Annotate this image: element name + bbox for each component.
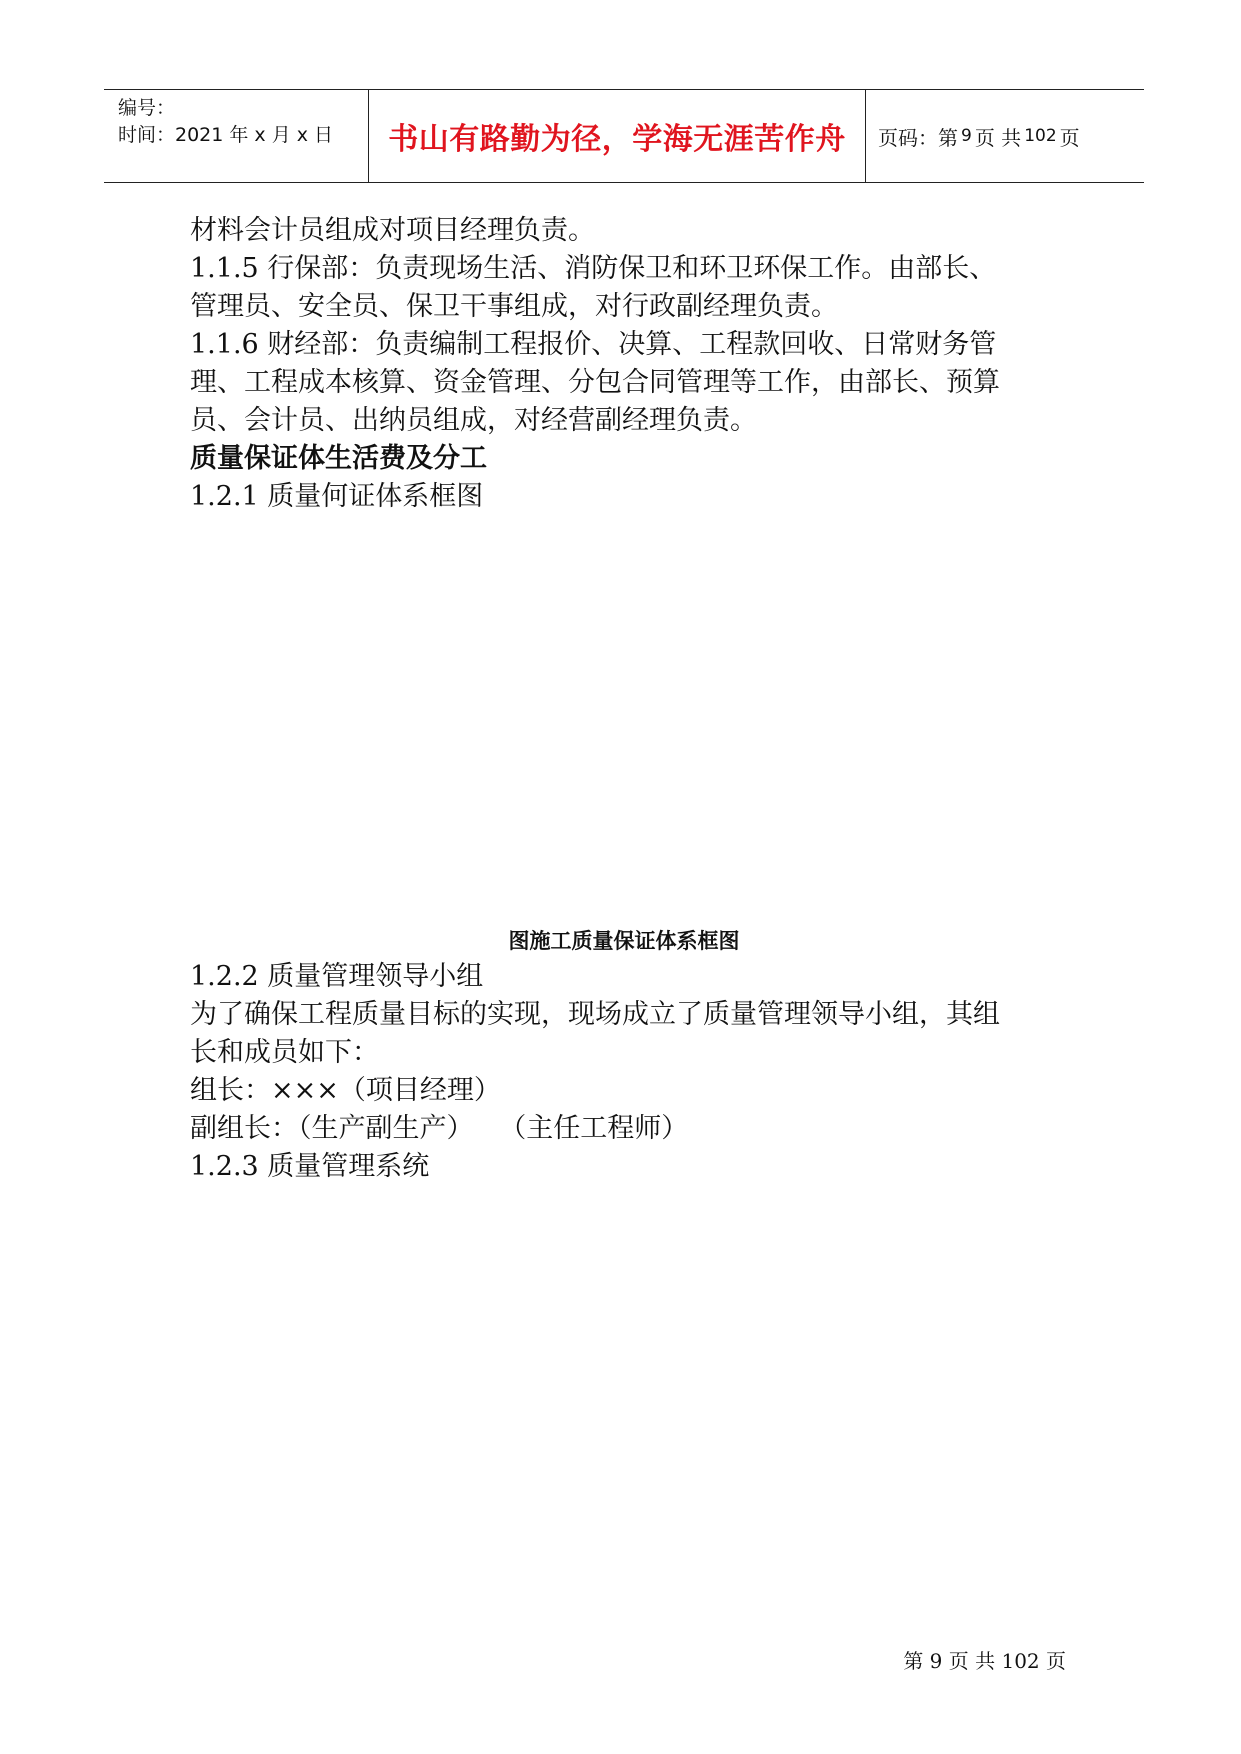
page-prefix: 页码：第 (878, 125, 958, 150)
paragraph-line: 员、会计员、出纳员组成，对经营副经理负责。 (190, 405, 757, 436)
page-header (104, 89, 1144, 183)
header-info-cell (104, 90, 369, 182)
paragraph-line: 长和成员如下： (190, 1037, 379, 1068)
paragraph-line: 1.1.6 财经部：负责编制工程报价、决算、工程款回收、日常财务管 (190, 329, 997, 360)
page-middle-text: 页 共 (974, 125, 1022, 150)
header-page-cell (866, 90, 1144, 182)
body-bottom-section (190, 958, 1070, 1186)
page-total-number: 102 (1024, 126, 1057, 146)
document-number-label: 编号： (118, 97, 176, 119)
subsection-heading: 1.2.2 质量管理领导小组 (190, 961, 484, 992)
paragraph-line: 管理员、安全员、保卫干事组成，对行政副经理负责。 (190, 291, 838, 322)
section-heading: 质量保证体生活费及分工 (190, 443, 487, 474)
subsection-heading: 1.2.1 质量何证体系框图 (190, 481, 484, 512)
figure-placeholder (190, 520, 1070, 910)
page-footer: 第 9 页 共 102 页 (903, 1649, 1066, 1673)
page-current-number: 9 (961, 126, 972, 146)
figure-caption: 图施工质量保证体系框图 (508, 929, 740, 953)
paragraph-line: 材料会计员组成对项目经理负责。 (190, 215, 595, 246)
page-suffix: 页 (1059, 125, 1080, 150)
header-motto: 书山有路勤为径，学海无涯苦作舟 (388, 122, 846, 157)
paragraph-line: 1.1.5 行保部：负责现场生活、消防保卫和环卫环保工作。由部长、 (190, 253, 997, 284)
document-time-label: 时间：2021 年 x 月 x 日 (118, 124, 334, 146)
paragraph-line: 副组长：（生产副生产） （主任工程师） (190, 1113, 689, 1144)
header-motto-cell (369, 90, 866, 182)
subsection-heading: 1.2.3 质量管理系统 (190, 1151, 430, 1182)
body-top-section (190, 212, 1070, 516)
paragraph-line: 为了确保工程质量目标的实现，现场成立了质量管理领导小组，其组 (190, 999, 1000, 1030)
paragraph-line: 组长：×××（项目经理） (190, 1075, 501, 1106)
paragraph-line: 理、工程成本核算、资金管理、分包合同管理等工作，由部长、预算 (190, 367, 1000, 398)
